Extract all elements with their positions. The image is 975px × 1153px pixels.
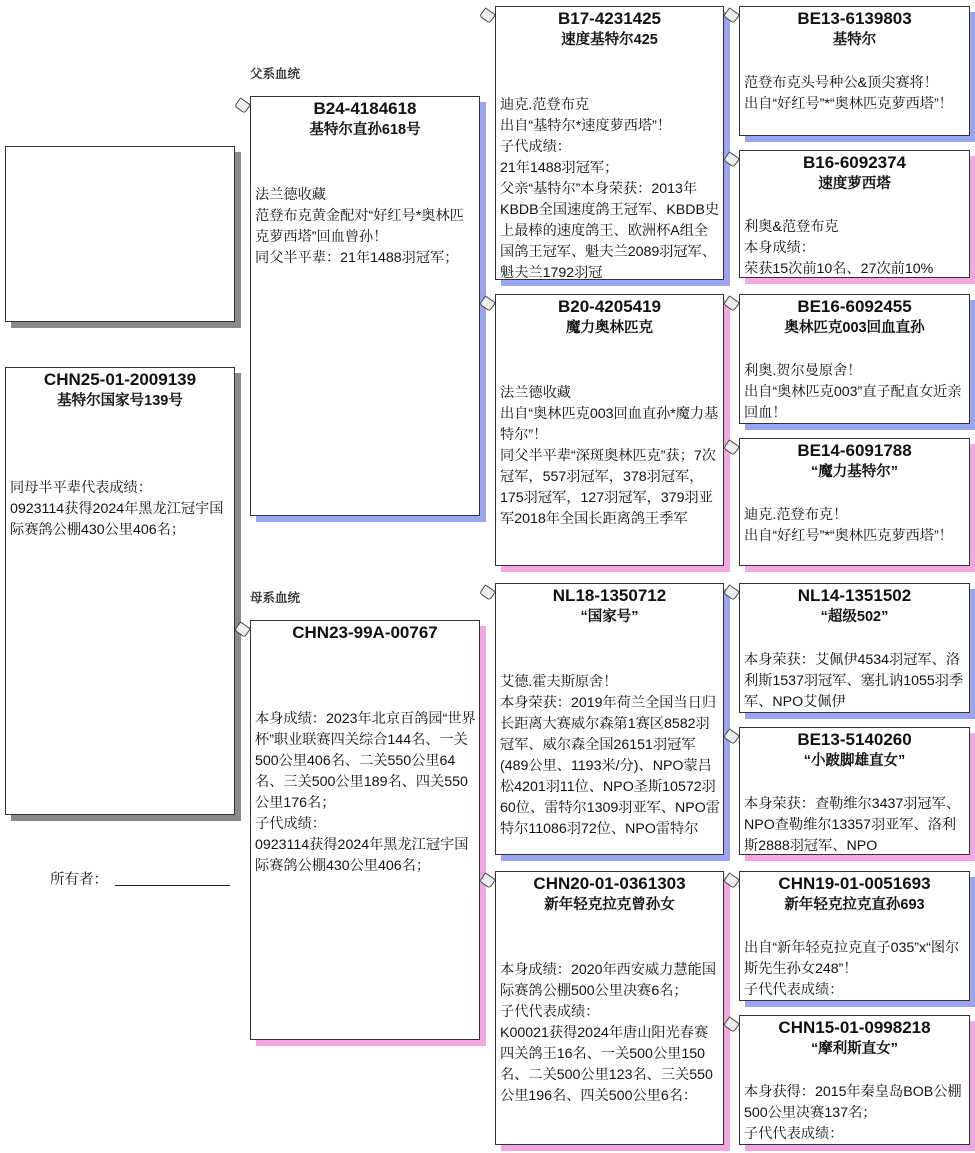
gen2-ancestor-card[interactable]: [495, 6, 724, 280]
pigeon-notes: 本身荣获：查勒维尔3437羽冠军、NPO查勒维尔13357羽亚军、洛利斯2888羽冠军、NPO: [744, 796, 961, 854]
edit-bucket-icon[interactable]: [479, 295, 496, 311]
pigeon-name: “超级502”: [820, 609, 889, 625]
edit-bucket-icon[interactable]: [723, 728, 740, 744]
pigeon-name: “魔力基特尔”: [811, 464, 898, 480]
edit-bucket-icon[interactable]: [723, 439, 740, 455]
gen3-ancestor-card[interactable]: [739, 727, 970, 855]
pigeon-name: “国家号”: [580, 609, 639, 625]
pigeon-notes: 本身成绩：2020年西安威力慧能国际赛鸽公棚500公里决赛6名； 子代代表成绩： K00021获得2024年唐山阳光春赛四关鸽王16名、一关500公里150名、二关500公里123名、三关550公里196名、四关500公里6名：: [500, 962, 717, 1104]
ring-number: BE13-6139803: [797, 9, 912, 28]
gen2-ancestor-card[interactable]: [495, 583, 724, 855]
ring-number: CHN23-99A-00767: [292, 623, 438, 642]
photo-box[interactable]: [5, 146, 235, 322]
edit-bucket-icon[interactable]: [723, 1016, 740, 1032]
pigeon-notes: 利奥&范登布克 本身成绩： 荣获15次前10名、27次前10%: [744, 219, 934, 277]
ring-number: B24-4184618: [313, 99, 417, 118]
sire-line-label: 父系血统: [250, 67, 301, 81]
pigeon-name: 基特尔: [832, 32, 877, 48]
pigeon-name: 奥林匹克003回血直孙: [784, 320, 925, 336]
owner-label: 所有者：: [50, 872, 108, 888]
dam-card[interactable]: [250, 620, 480, 1040]
ring-number: CHN15-01-0998218: [778, 1018, 931, 1037]
ring-number: BE13-5140260: [797, 730, 912, 749]
ring-number: B16-6092374: [802, 153, 907, 172]
edit-bucket-icon[interactable]: [234, 97, 251, 113]
gen3-ancestor-card[interactable]: [739, 294, 970, 424]
ring-number: CHN25-01-2009139: [43, 370, 197, 389]
gen3-ancestor-card[interactable]: [739, 150, 970, 278]
edit-bucket-icon[interactable]: [479, 872, 496, 888]
edit-bucket-icon[interactable]: [723, 151, 740, 167]
pigeon-notes: 本身成绩：2023年北京百鸽园“世界杯”职业联赛四关综合144名、一关500公里406名、二关550公里64名、三关500公里189名、四关550公里176名； 子代成绩： 0923114获得2024年黑龙江冠宇国际赛鸽公棚430公里406名；: [255, 711, 476, 874]
pigeon-notes: 本身荣获：艾佩伊4534羽冠军、洛利斯1537羽冠军、塞扎讷1055羽季军、NPO艾佩伊: [744, 652, 964, 710]
pigeon-notes: 迪克.范登布克 出自“基特尔*速度萝西塔”！ 子代成绩： 21年1488羽冠军； 父亲“基特尔”本身荣获：2013年KBDB全国速度鸽王冠军、KBDB史上最棒的速度鸽王、欧洲杯A组全国鸽王冠军、魁夫兰2089羽冠军、魁夫兰1792羽冠: [500, 97, 720, 279]
pigeon-name: 基特尔直孙618号: [309, 122, 421, 138]
pigeon-notes: 出自“新年轻克拉克直子035”x“图尔斯先生孙女248”！ 子代代表成绩：: [744, 940, 960, 998]
gen3-ancestor-card[interactable]: [739, 438, 970, 566]
pigeon-notes: 法兰德收藏 出自“奥林匹克003回血直孙*魔力基特尔”！ 同父半平辈“深斑奥林匹克”获；7次冠军，557羽冠军，378羽冠军，175羽冠军，127羽冠军，379羽亚军2018年全国长距离鸽王季军: [500, 385, 719, 527]
ring-number: CHN20-01-0361303: [533, 874, 686, 893]
pigeon-name: 新年轻克拉克曾孙女: [544, 897, 675, 913]
pigeon-name: 魔力奥林匹克: [566, 320, 653, 336]
ring-number: NL18-1350712: [552, 586, 667, 605]
edit-bucket-icon[interactable]: [723, 584, 740, 600]
pigeon-notes: 利奥.贺尔曼原舍！ 出自“奥林匹克003”直子配直女近亲回血！: [744, 363, 962, 421]
sire-card[interactable]: [250, 96, 480, 516]
owner-field[interactable]: [115, 885, 230, 886]
ring-number: B17-4231425: [557, 9, 662, 28]
gen2-ancestor-card[interactable]: [495, 294, 724, 566]
pigeon-name: “摩利斯直女”: [811, 1041, 898, 1057]
pigeon-name: “小跛脚雄直女”: [803, 753, 906, 769]
ring-number: BE14-6091788: [797, 441, 912, 460]
pigeon-notes: 范登布克头号种公&顶尖赛将！ 出自“好红号”*“奥林匹克萝西塔”！: [744, 75, 953, 112]
edit-bucket-icon[interactable]: [723, 7, 740, 23]
gen3-ancestor-card[interactable]: [739, 583, 970, 713]
pigeon-notes: 本身获得：2015年秦皇岛BOB公棚500公里决赛137名； 子代代表成绩：: [744, 1084, 962, 1142]
pigeon-name: 基特尔国家号139号: [57, 393, 183, 409]
pigeon-name: 速度萝西塔: [818, 176, 891, 192]
ring-number: CHN19-01-0051693: [778, 874, 931, 893]
edit-bucket-icon[interactable]: [479, 7, 496, 23]
pigeon-notes: 同母半平辈代表成绩： 0923114获得2024年黑龙江冠宇国际赛鸽公棚430公里406名；: [10, 480, 224, 538]
ring-number: B20-4205419: [557, 297, 662, 316]
pigeon-name: 速度基特尔425: [561, 32, 658, 48]
pigeon-name: 新年轻克拉克直孙693: [784, 897, 925, 913]
edit-bucket-icon[interactable]: [723, 295, 740, 311]
ring-number: BE16-6092455: [797, 297, 912, 316]
gen3-ancestor-card[interactable]: [739, 6, 970, 136]
gen3-ancestor-card[interactable]: [739, 1015, 970, 1145]
edit-bucket-icon[interactable]: [234, 621, 251, 637]
subject-card[interactable]: [5, 367, 235, 815]
edit-bucket-icon[interactable]: [479, 584, 496, 600]
ring-number: NL14-1351502: [797, 586, 912, 605]
dam-line-label: 母系血统: [250, 591, 301, 605]
pigeon-notes: 迪克.范登布克！ 出自“好红号”*“奥林匹克萝西塔”！: [744, 507, 953, 544]
pigeon-notes: 艾德.霍夫斯原舍！ 本身荣获：2019年荷兰全国当日归长距离大赛威尔森第1赛区8582羽冠军、威尔森全国26151羽冠军(489公里、1193米/分)、NPO蒙吕松4201羽11位、NPO圣斯10572羽60位、雷特尔1309羽亚军、NPO雷特尔11086羽72位、NPO雷特尔: [500, 674, 720, 837]
gen2-ancestor-card[interactable]: [495, 871, 724, 1145]
gen3-ancestor-card[interactable]: [739, 871, 970, 1001]
pigeon-notes: 法兰德收藏 范登布克黄金配对“好红号*奥林匹克萝西塔”回血曾孙！ 同父半平辈：21年1488羽冠军；: [255, 187, 464, 266]
edit-bucket-icon[interactable]: [723, 872, 740, 888]
